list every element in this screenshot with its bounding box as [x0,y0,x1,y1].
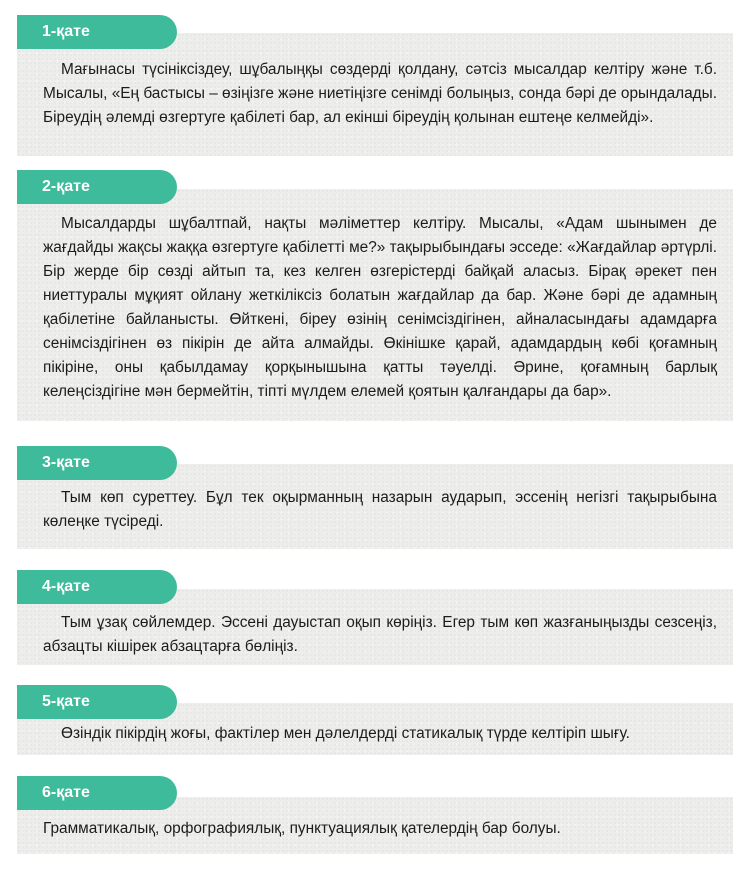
error-text-6: Грамматикалық, орфографиялық, пунктуациялық қателердің бар болуы. [43,820,561,837]
error-text-5: Өзіндік пікірдің жоғы, фактілер мен дәлелдерді статикалық түрде келтіріп шығу. [61,725,630,742]
error-label-5: 5-қате [17,685,177,719]
error-label-4: 4-қате [17,570,177,604]
error-text-1: Мағынасы түсініксіздеу, шұбалыңқы сөздерді қолдану, сәтсіз мысалдар келтіру және т.б. Мысалы, «Ең бастысы – өзіңізге және ниетіңізге сенімді болыңыз, сонда бәрі де орындалады. Біреудің әлемді өзгертуге қабілеті бар, ал екінші біреудің қолынан ештеңе келмейді». [43,61,717,126]
error-text-4: Тым ұзақ сөйлемдер. Эссені дауыстап оқып көріңіз. Егер тым көп жазғаныңызды сезсеңіз, абзацты кішірек абзацтарға бөліңіз. [43,614,717,655]
error-text-2: Мысалдарды шұбалтпай, нақты мәліметтер келтіру. Мысалы, «Адам шынымен де жағдайды жақсы жаққа өзгертуге қабілетті ме?» тақырыбындағы эсседе: «Жағдайлар әртүрлі. Бір жерде бір сөзді айтып та, кез келген өзгерістерді байқай аласыз. Бірақ әрекет пен ниеттуралы мұқият ойлану жеткіліксіз болатын жағдайлар да бар. Және бәрі де адамның қабілетіне байланысты. Өйткені, біреу өзінің сенімсіздігінен, айналасындағы адамдарға сенімсіздігінен өз пікірін де айта алмайды. Өкінішке қарай, адамдардың көбі қоғамның пікіріне, оны қабылдамау қорқынышына қатты тәуелді. Әрине, қоғамның барлық келеңсіздігіне мән бермейтін, тіпті мүлдем елемей қоятын қалғандары да бар». [43,215,717,400]
error-label-2: 2-қате [17,170,177,204]
error-label-1: 1-қате [17,15,177,49]
error-text-3: Тым көп суреттеу. Бұл тек оқырманның назарын аударып, эссенің негізгі тақырыбына көлеңке түсіреді. [43,489,717,530]
error-label-6: 6-қате [17,776,177,810]
error-label-3: 3-қате [17,446,177,480]
